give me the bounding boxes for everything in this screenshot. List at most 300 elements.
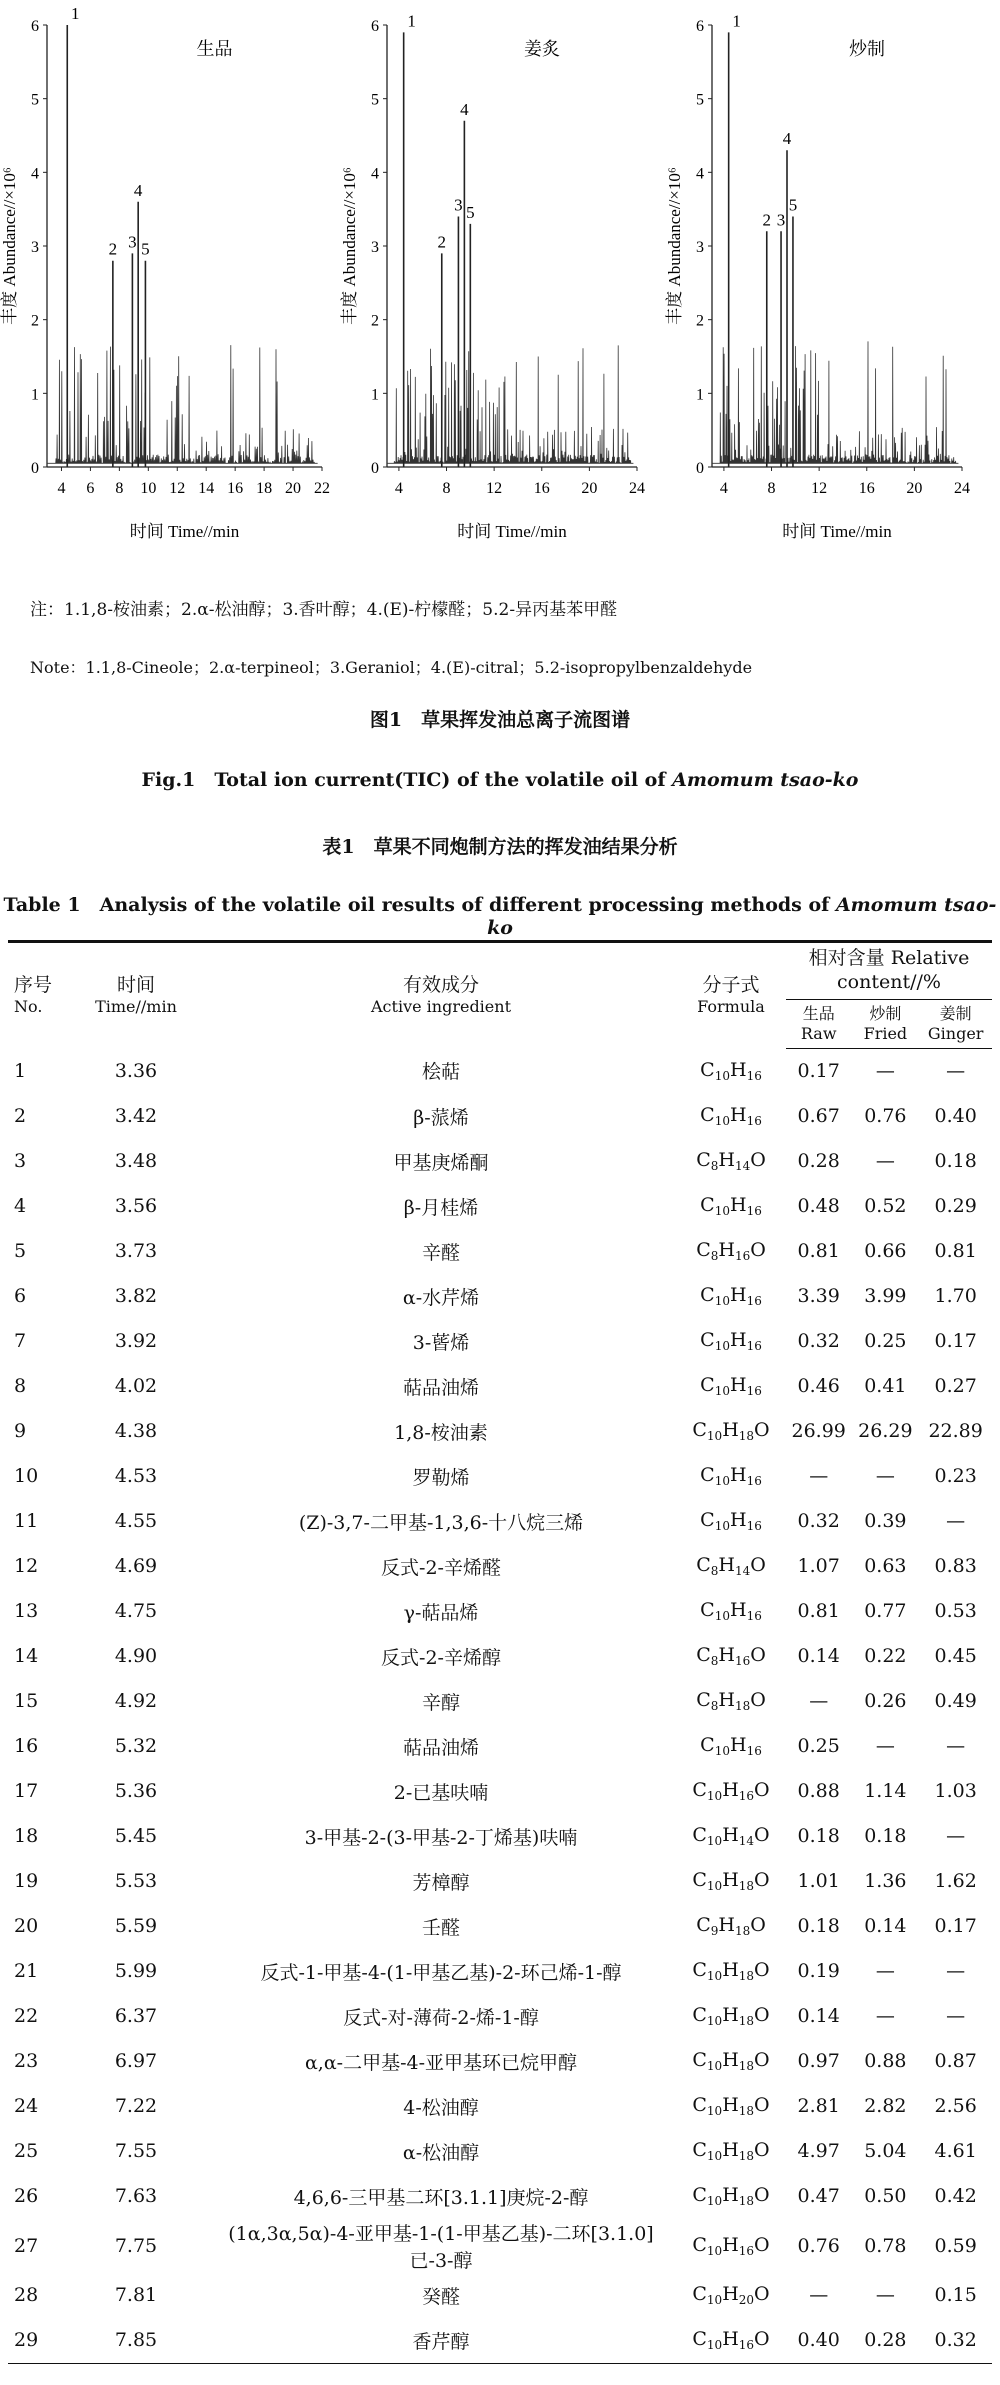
- cell-fried: —: [875, 1060, 895, 1082]
- cell-time: 6.97: [114, 2050, 158, 2072]
- cell-formula: [676, 2318, 786, 2364]
- cell-fried: —: [875, 1465, 895, 1487]
- cell-formula: [676, 1544, 786, 1589]
- cell-formula: [676, 1094, 786, 1139]
- table-row: [8, 1229, 992, 1274]
- cell-ingredient: α,α-二甲基-4-亚甲基环已烷甲醇: [304, 2051, 578, 2074]
- tic-trace: [47, 345, 318, 463]
- cell-formula: [676, 1184, 786, 1229]
- table-row: [8, 1769, 992, 1814]
- cell-time: 3.82: [114, 1285, 158, 1307]
- cell-formula: [676, 1634, 786, 1679]
- cell-ingredient: 4-松油醇: [403, 2096, 479, 2119]
- cell-time: 3.73: [114, 1240, 158, 1262]
- cell-fried: —: [875, 1150, 895, 1172]
- header-time-cn: 时间: [116, 973, 155, 996]
- table-row: [8, 1904, 992, 1949]
- cell-ingredient: 4,6,6-三甲基二环[3.1.1]庚烷-2-醇: [293, 2186, 589, 2209]
- cell-fried: 0.39: [864, 1510, 907, 1532]
- formula-text: $C_{10}H_{18}O$: [692, 2049, 770, 2073]
- formula-text: $C_9H_{18}O$: [696, 1914, 766, 1938]
- cell-fried: 0.76: [864, 1105, 907, 1127]
- peak-label: 4: [782, 129, 792, 149]
- formula-text: $C_8H_{18}O$: [696, 1689, 766, 1713]
- cell-time: 4.02: [114, 1375, 158, 1397]
- cell-no: 3: [14, 1150, 27, 1172]
- cell-ginger: 0.42: [934, 2185, 977, 2207]
- table-row: [8, 1859, 992, 1904]
- cell-time: 4.92: [114, 1690, 158, 1712]
- x-tick-label: 12: [811, 480, 828, 497]
- cell-no: 20: [14, 1915, 39, 1937]
- cell-fried: 3.99: [864, 1285, 907, 1307]
- formula-text: $C_{10}H_{16}$: [700, 1058, 762, 1083]
- cell-fried: 1.14: [864, 1780, 907, 1802]
- cell-time: 3.42: [114, 1105, 158, 1127]
- y-tick-label: 0: [31, 460, 39, 477]
- x-tick-label: 16: [227, 480, 244, 497]
- x-tick-label: 4: [394, 480, 403, 497]
- formula-text: $C_{10}H_{16}$: [700, 1464, 762, 1488]
- x-tick-label: 14: [198, 480, 215, 497]
- cell-ingredient: 罗勒烯: [412, 1466, 470, 1489]
- y-tick-label: 1: [31, 386, 39, 404]
- cell-formula: [676, 1769, 786, 1814]
- cell-ginger: 0.18: [934, 1150, 977, 1172]
- chart-title: 炒制: [849, 39, 885, 59]
- cell-ginger: 0.29: [934, 1195, 977, 1217]
- cell-ginger: 0.87: [934, 2050, 977, 2072]
- cell-no: 10: [14, 1465, 39, 1487]
- cell-formula: [676, 1724, 786, 1769]
- cell-ginger: 1.03: [934, 1780, 977, 1802]
- cell-ingredient: (1α,3α,5α)-4-亚甲基-1-(1-甲基乙基)-二环[3.1.0]已-3-醇: [228, 2222, 654, 2272]
- cell-fried: 2.82: [864, 2095, 907, 2117]
- cell-raw: 0.25: [797, 1735, 840, 1757]
- cell-formula: [676, 1679, 786, 1724]
- cell-fried: 0.63: [864, 1555, 907, 1577]
- cell-formula: [676, 1139, 786, 1184]
- cell-fried: 0.41: [864, 1375, 907, 1397]
- table-row: [8, 2273, 992, 2318]
- peak-label: 4: [133, 180, 143, 200]
- table-row: [8, 1724, 992, 1769]
- cell-ingredient: (Z)-3,7-二甲基-1,3,6-十八烷三烯: [298, 1511, 584, 1534]
- table-row: [8, 2039, 992, 2084]
- cell-ginger: —: [946, 1825, 966, 1847]
- cell-raw: 0.32: [797, 1330, 840, 1352]
- x-tick-label: 22: [314, 480, 330, 497]
- cell-fried: 0.28: [851, 2318, 919, 2364]
- table-row: [8, 1094, 992, 1139]
- y-tick-label: 1: [696, 386, 704, 404]
- y-tick-label: 5: [371, 91, 379, 109]
- cell-time: 7.81: [114, 2284, 158, 2306]
- header-formula-cn: 分子式: [702, 973, 760, 996]
- formula-text: $C_{10}H_{18}O$: [692, 1959, 770, 1983]
- cell-ingredient: 辛醛: [421, 1241, 460, 1264]
- table-row: [8, 1274, 992, 1319]
- cell-no: 5: [14, 1240, 27, 1262]
- cell-ingredient: β-蒎烯: [413, 1106, 469, 1129]
- peak-label: 4: [460, 99, 469, 119]
- y-tick-label: 6: [371, 18, 379, 35]
- cell-raw: 0.76: [797, 2234, 840, 2257]
- cell-no: 4: [14, 1195, 27, 1217]
- cell-time: 5.32: [114, 1735, 158, 1757]
- cell-time: 7.75: [114, 2234, 158, 2257]
- chart-title: 生品: [196, 39, 233, 59]
- cell-ingredient: γ-萜品烯: [403, 1601, 479, 1624]
- cell-raw: 0.14: [797, 1645, 840, 1667]
- cell-no: 25: [14, 2140, 39, 2162]
- cell-no: 8: [14, 1375, 27, 1397]
- cell-no: 18: [14, 1825, 39, 1847]
- cell-no: 9: [14, 1420, 27, 1442]
- cell-time: 7.22: [114, 2095, 158, 2117]
- formula-text: $C_8H_{14}O$: [696, 1149, 766, 1173]
- peak-label: 1: [407, 11, 416, 31]
- cell-time: 5.45: [114, 1825, 158, 1847]
- x-tick-label: 6: [86, 480, 95, 497]
- table-row: [8, 1544, 992, 1589]
- cell-ginger: 0.23: [934, 1465, 977, 1487]
- cell-formula: [676, 2219, 786, 2273]
- cell-raw: —: [809, 1690, 829, 1712]
- table-caption-cn: 表1 草果不同炮制方法的挥发油结果分析: [322, 836, 678, 858]
- cell-formula: [676, 1499, 786, 1544]
- header-fried: 炒制 Fried: [851, 999, 919, 1048]
- cell-ingredient: 萜品油烯: [402, 1376, 479, 1399]
- cell-raw: 0.18: [797, 1825, 840, 1847]
- cell-formula: [676, 1229, 786, 1274]
- tic-chromatograms: [0, 0, 1000, 560]
- header-no-en: No.: [14, 997, 43, 1017]
- cell-ginger: 0.17: [934, 1915, 977, 1937]
- cell-ginger: 0.83: [934, 1555, 977, 1577]
- cell-ginger: 0.15: [934, 2284, 977, 2306]
- formula-text: $C_{10}H_{16}$: [700, 1734, 762, 1758]
- cell-no: 29: [8, 2318, 66, 2364]
- cell-time: 5.59: [114, 1915, 158, 1937]
- cell-formula: [676, 1364, 786, 1409]
- cell-raw: 0.67: [797, 1105, 840, 1127]
- cell-fried: 0.26: [864, 1690, 907, 1712]
- cell-ginger: 2.56: [934, 2095, 977, 2117]
- peak-label: 3: [128, 232, 137, 252]
- cell-raw: 0.19: [797, 1960, 840, 1982]
- cell-fried: 0.50: [864, 2185, 907, 2207]
- cell-fried: 0.77: [864, 1600, 907, 1622]
- cell-fried: 0.52: [864, 1195, 907, 1217]
- cell-no: 16: [14, 1735, 39, 1757]
- cell-ingredient: α-松油醇: [402, 2141, 480, 2164]
- figure-caption-en-main: Fig.1 Total ion current(TIC) of the volatile oil of: [141, 769, 666, 791]
- x-tick-label: 24: [954, 480, 970, 497]
- cell-ginger: —: [946, 2005, 966, 2027]
- formula-text: $C_{10}H_{18}O$: [692, 2004, 770, 2028]
- y-tick-label: 0: [696, 460, 704, 477]
- cell-raw: 0.28: [797, 1150, 840, 1172]
- y-tick-label: 6: [696, 18, 704, 35]
- cell-formula: [676, 1994, 786, 2039]
- figure-note-cn: 注：1.1,8-桉油素；2.α-松油醇；3.香叶醇；4.(E)-柠檬醛；5.2-异丙基苯甲醛: [30, 600, 618, 620]
- cell-ingredient: 芳樟醇: [412, 1871, 470, 1894]
- x-axis-label: 时间 Time//min: [457, 522, 567, 541]
- cell-ginger: —: [946, 1960, 966, 1982]
- y-axis-label: 丰度 Abundance//×10⁶: [665, 167, 684, 325]
- cell-ginger: 0.59: [934, 2234, 977, 2257]
- cell-formula: [676, 2174, 786, 2219]
- cell-no: 24: [14, 2095, 39, 2117]
- cell-ingredient: 壬醛: [421, 1916, 460, 1939]
- formula-text: $C_{10}H_{18}O$: [692, 1869, 770, 1893]
- results-table: [8, 940, 992, 2364]
- cell-ingredient: 反式-对-薄荷-2-烯-1-醇: [343, 2006, 539, 2029]
- formula-text: $C_{10}H_{16}$: [700, 1509, 762, 1533]
- cell-fried: 0.78: [864, 2234, 907, 2257]
- x-tick-label: 4: [57, 480, 66, 497]
- cell-time: 4.69: [114, 1555, 158, 1577]
- cell-raw: 0.81: [797, 1240, 840, 1262]
- cell-raw: 4.97: [797, 2140, 840, 2162]
- cell-fried: —: [875, 1960, 895, 1982]
- peak-label: 1: [732, 11, 741, 31]
- cell-time: 5.53: [114, 1870, 158, 1892]
- cell-ingredient: α-水芹烯: [402, 1286, 480, 1309]
- y-tick-label: 2: [696, 312, 704, 330]
- formula-text: $C_8H_{16}O$: [696, 1644, 766, 1668]
- cell-raw: 0.97: [797, 2050, 840, 2072]
- cell-raw: 0.48: [797, 1195, 840, 1217]
- header-time: [66, 942, 206, 1049]
- formula-text: $C_{10}H_{18}O$: [692, 2184, 770, 2208]
- cell-ginger: 22.89: [928, 1420, 983, 1442]
- cell-ingredient: 萜品油烯: [402, 1736, 479, 1759]
- cell-formula: [676, 1904, 786, 1949]
- table-row: [8, 1184, 992, 1229]
- cell-formula: [676, 1949, 786, 1994]
- cell-ingredient: 反式-2-辛烯醛: [381, 1556, 501, 1579]
- cell-ginger: 1.70: [934, 1285, 977, 1307]
- cell-formula: [676, 2273, 786, 2318]
- x-tick-label: 16: [533, 480, 550, 497]
- cell-no: 14: [14, 1645, 39, 1667]
- cell-formula: [676, 1454, 786, 1499]
- formula-text: $C_{10}H_{18}O$: [692, 1419, 770, 1443]
- tic-trace: [712, 341, 958, 463]
- y-tick-label: 1: [371, 386, 379, 404]
- peak-label: 5: [141, 239, 150, 259]
- cell-no: 7: [14, 1330, 27, 1352]
- table-row: [8, 1634, 992, 1679]
- cell-fried: 0.66: [864, 1240, 907, 1262]
- cell-no: 11: [14, 1510, 39, 1532]
- y-tick-label: 3: [31, 239, 39, 256]
- formula-text: $C_8H_{14}O$: [696, 1554, 766, 1578]
- formula-text: $C_{10}H_{16}$: [700, 1329, 762, 1353]
- cell-time: 7.55: [114, 2140, 158, 2162]
- cell-ingredient: 反式-1-甲基-4-(1-甲基乙基)-2-环己烯-1-醇: [260, 1961, 622, 1984]
- x-tick-label: 8: [767, 480, 776, 497]
- cell-time: 4.90: [114, 1645, 158, 1667]
- table-row: [8, 1679, 992, 1724]
- table-row: [8, 1499, 992, 1544]
- table-caption-en-species: Amomum tsao-ko: [487, 894, 997, 939]
- cell-time: 4.53: [114, 1465, 158, 1487]
- peak-label: 5: [788, 195, 798, 215]
- figure-caption-en: [0, 765, 1000, 792]
- cell-fried: 26.29: [858, 1420, 913, 1442]
- cell-raw: 0.81: [797, 1600, 840, 1622]
- cell-time: 5.36: [114, 1780, 158, 1802]
- x-tick-label: 20: [581, 480, 598, 497]
- cell-no: 12: [14, 1555, 39, 1577]
- peak-label: 1: [71, 4, 80, 23]
- table-row: [8, 1994, 992, 2039]
- cell-raw: 0.88: [797, 1780, 840, 1802]
- table-row: [8, 1814, 992, 1859]
- table-row: [8, 2129, 992, 2174]
- y-tick-label: 3: [696, 239, 704, 256]
- cell-ginger: —: [946, 1060, 966, 1082]
- cell-ingredient: 桧萜: [421, 1061, 460, 1084]
- cell-ingredient: 2-已基呋喃: [393, 1781, 489, 1804]
- y-tick-label: 4: [31, 165, 39, 183]
- formula-text: $C_{10}H_{16}$: [700, 1284, 762, 1308]
- cell-raw: —: [809, 2284, 829, 2306]
- cell-ginger: 0.53: [934, 1600, 977, 1622]
- chart-title: 姜炙: [524, 39, 560, 59]
- header-no: [8, 942, 66, 1049]
- y-tick-label: 6: [31, 18, 39, 35]
- table-caption-en-main: Table 1 Analysis of the volatile oil results of different processing methods of: [3, 894, 830, 916]
- cell-ingredient: 癸醛: [421, 2285, 460, 2308]
- formula-text: $C_8H_{16}O$: [696, 1239, 766, 1263]
- cell-ginger: 0.81: [934, 1240, 977, 1262]
- peak-label: 3: [776, 210, 786, 230]
- header-raw: 生品 Raw: [786, 999, 851, 1048]
- cell-fried: 1.36: [864, 1870, 907, 1892]
- header-ingredient-cn: 有效成分: [402, 973, 479, 996]
- cell-no: 17: [14, 1780, 39, 1802]
- cell-raw: 0.40: [786, 2318, 851, 2364]
- cell-raw: 1.07: [797, 1555, 840, 1577]
- cell-fried: 0.25: [864, 1330, 907, 1352]
- cell-no: 23: [14, 2050, 39, 2072]
- table-row: [8, 2318, 992, 2364]
- x-tick-label: 8: [115, 480, 124, 497]
- formula-text: $C_{10}H_{16}$: [700, 1374, 762, 1398]
- table-row: [8, 1319, 992, 1364]
- cell-fried: —: [875, 2284, 895, 2306]
- y-tick-label: 2: [371, 312, 379, 330]
- table-row: [8, 2174, 992, 2219]
- cell-time: 7.63: [114, 2185, 158, 2207]
- cell-formula: [676, 1859, 786, 1904]
- cell-ingredient: 甲基庚烯酮: [393, 1151, 489, 1174]
- formula-text: $C_{10}H_{16}$: [700, 1194, 762, 1218]
- peak-label: 2: [437, 232, 447, 252]
- formula-text: $C_{10}H_{20}O$: [692, 2283, 770, 2307]
- cell-fried: 5.04: [864, 2140, 907, 2162]
- cell-time: 4.75: [114, 1600, 158, 1622]
- x-tick-label: 18: [256, 480, 273, 497]
- cell-fried: 0.88: [864, 2050, 907, 2072]
- cell-raw: 0.14: [797, 2005, 840, 2027]
- cell-ginger: —: [946, 1510, 966, 1532]
- peak-label: 2: [108, 239, 118, 259]
- formula-text: $C_{10}H_{16}O$: [692, 1779, 770, 1803]
- cell-fried: —: [875, 1735, 895, 1757]
- cell-time: 3.36: [114, 1059, 158, 1082]
- x-tick-label: 4: [719, 480, 728, 497]
- y-tick-label: 2: [31, 312, 39, 330]
- cell-formula: [676, 1274, 786, 1319]
- cell-raw: 1.01: [797, 1870, 840, 1892]
- table-row: [8, 1949, 992, 1994]
- y-tick-label: 5: [31, 91, 39, 109]
- table-row: [8, 1048, 992, 1094]
- cell-no: 22: [14, 2005, 39, 2027]
- cell-ginger: 4.61: [934, 2140, 977, 2162]
- cell-raw: 26.99: [791, 1420, 846, 1442]
- table-caption-en: [0, 890, 1000, 939]
- cell-ingredient: 香芹醇: [206, 2318, 676, 2364]
- x-axis-label: 时间 Time//min: [782, 522, 892, 541]
- x-tick-label: 24: [629, 480, 645, 497]
- peak-label: 3: [454, 195, 463, 215]
- cell-raw: —: [809, 1465, 829, 1487]
- cell-ingredient: 辛醇: [421, 1691, 460, 1714]
- cell-fried: 0.14: [864, 1915, 907, 1937]
- table-row: [8, 1589, 992, 1634]
- cell-raw: 0.18: [797, 1915, 840, 1937]
- cell-time: 5.99: [114, 1960, 158, 1982]
- cell-formula: [676, 1319, 786, 1364]
- cell-ginger: 0.27: [934, 1375, 977, 1397]
- cell-time: 3.48: [114, 1150, 158, 1172]
- header-relative-content: 相对含量 Relative content//%: [786, 942, 992, 1000]
- results-table-body: [8, 1048, 992, 2363]
- header-no-cn: 序号: [14, 973, 53, 996]
- cell-ginger: 0.45: [934, 1645, 977, 1667]
- cell-time: 6.37: [114, 2005, 158, 2027]
- x-tick-label: 20: [285, 480, 302, 497]
- header-ingredient: [206, 942, 676, 1049]
- table-row: [8, 1364, 992, 1409]
- cell-raw: 0.32: [797, 1510, 840, 1532]
- table-row: [8, 1454, 992, 1499]
- table-row: [8, 2084, 992, 2129]
- cell-no: 2: [14, 1105, 27, 1127]
- cell-time: 7.85: [66, 2318, 206, 2364]
- cell-no: 6: [14, 1285, 27, 1307]
- formula-text: $C_{10}H_{18}O$: [692, 2094, 770, 2118]
- cell-no: 21: [14, 1960, 39, 1982]
- cell-time: 3.56: [114, 1195, 158, 1217]
- cell-formula: [676, 1814, 786, 1859]
- formula-text: $C_{10}H_{16}$: [700, 1599, 762, 1623]
- x-tick-label: 12: [486, 480, 503, 497]
- cell-raw: 2.81: [797, 2095, 840, 2117]
- tic-trace: [387, 345, 633, 463]
- cell-ingredient: β-月桂烯: [403, 1196, 479, 1219]
- cell-formula: [676, 1048, 786, 1094]
- y-tick-label: 3: [371, 239, 379, 256]
- x-tick-label: 8: [442, 480, 451, 497]
- header-time-en: Time//min: [95, 997, 177, 1017]
